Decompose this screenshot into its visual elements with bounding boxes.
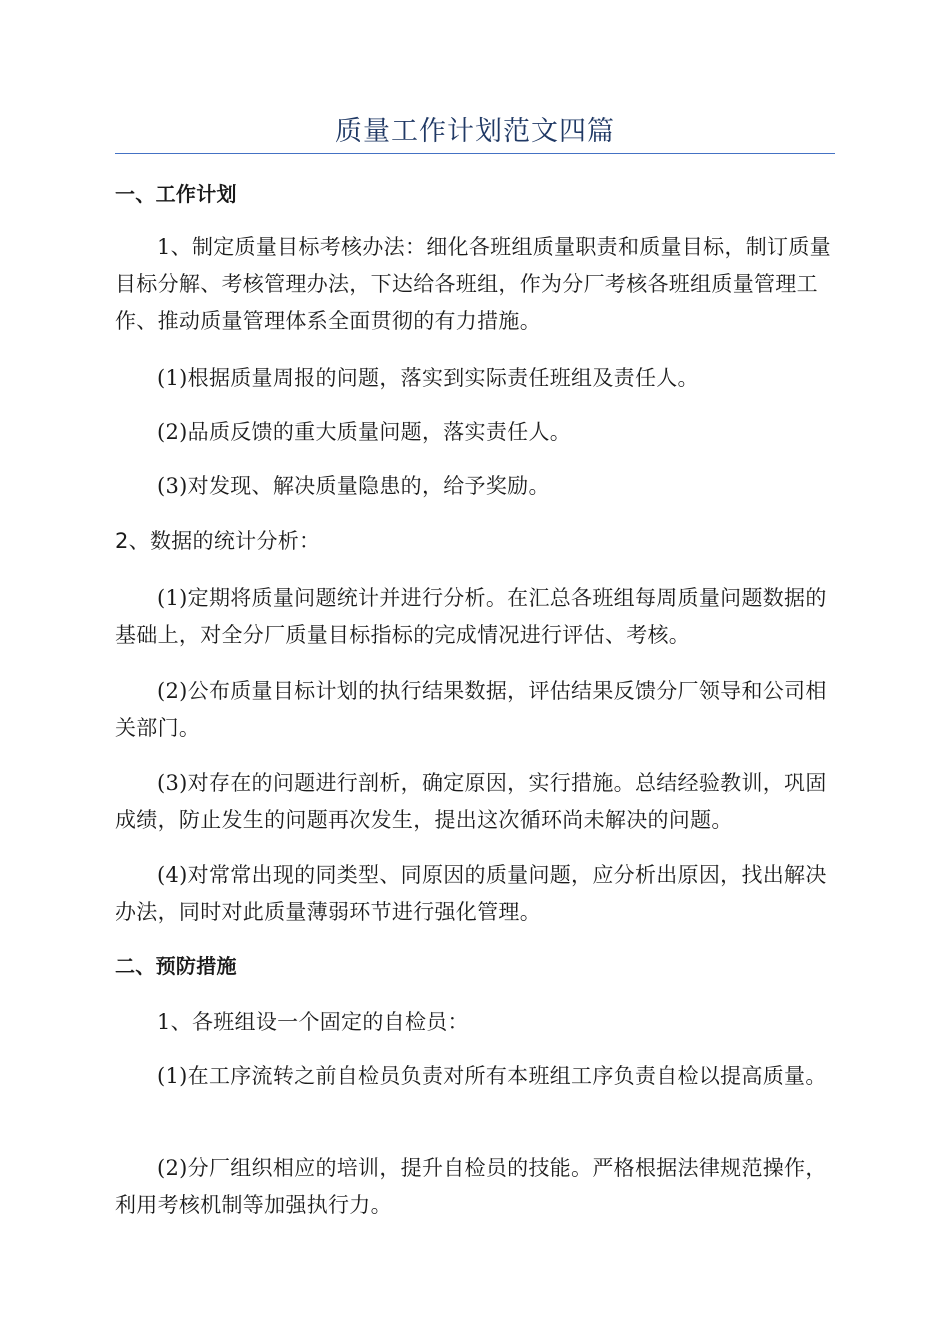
title-underline	[115, 153, 835, 154]
paragraph-item-2: 2、数据的统计分析：	[115, 529, 321, 553]
section-heading-work-plan: 一、工作计划	[115, 182, 237, 206]
paragraph-prevention-sub-1: (1)在工序流转之前自检员负责对所有本班组工序负责自检以提高质量。	[157, 1064, 827, 1088]
section-heading-prevention: 二、预防措施	[115, 954, 237, 978]
paragraph-sub-2-4: (4)对常常出现的同类型、同原因的质量问题，应分析出原因，找出解决办法，同时对此质量薄弱环节进行强化管理。	[115, 863, 827, 924]
paragraph-sub-2-1: (1)定期将质量问题统计并进行分析。在汇总各班组每周质量问题数据的基础上，对全分厂质量目标指标的完成情况进行评估、考核。	[115, 586, 827, 647]
paragraph-prevention-sub-2: (2)分厂组织相应的培训，提升自检员的技能。严格根据法律规范操作，利用考核机制等加强执行力。	[115, 1156, 827, 1217]
paragraph-sub-1-3: (3)对发现、解决质量隐患的，给予奖励。	[157, 474, 550, 498]
paragraph-sub-2-3: (3)对存在的问题进行剖析，确定原因，实行措施。总结经验教训，巩固成绩，防止发生的问题再次发生，提出这次循环尚未解决的问题。	[115, 771, 827, 832]
paragraph-sub-2-2: (2)公布质量目标计划的执行结果数据，评估结果反馈分厂领导和公司相关部门。	[115, 679, 827, 740]
paragraph-item-1: 1、制定质量目标考核办法：细化各班组质量职责和质量目标，制订质量目标分解、考核管理办法，下达给各班组，作为分厂考核各班组质量管理工作、推动质量管理体系全面贯彻的有力措施。	[115, 235, 831, 333]
paragraph-sub-1-1: (1)根据质量周报的问题，落实到实际责任班组及责任人。	[157, 366, 699, 390]
page-title: 质量工作计划范文四篇	[335, 116, 615, 147]
paragraph-sub-1-2: (2)品质反馈的重大质量问题，落实责任人。	[157, 420, 572, 444]
paragraph-prevention-item-1: 1、各班组设一个固定的自检员：	[157, 1010, 469, 1034]
